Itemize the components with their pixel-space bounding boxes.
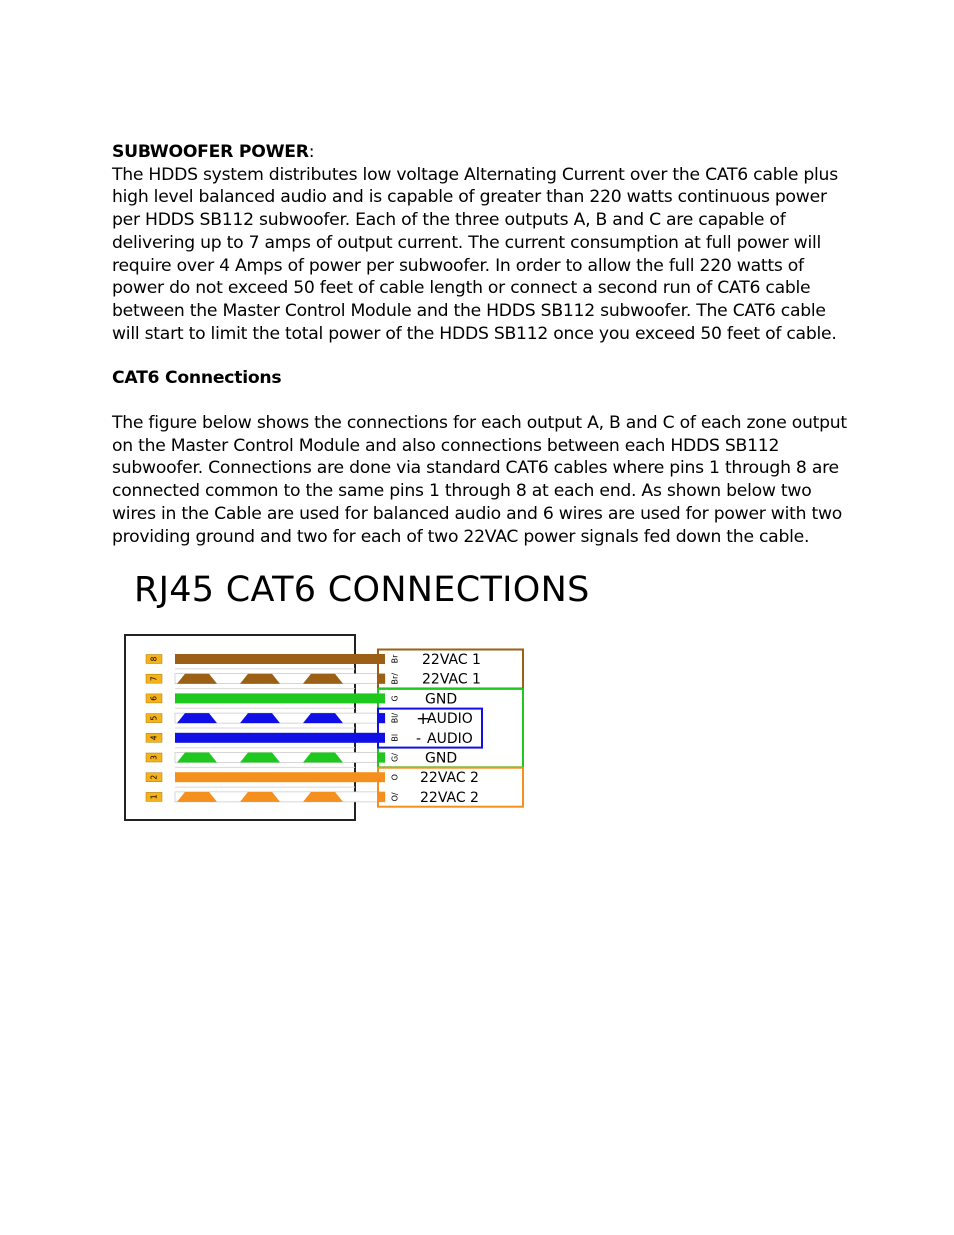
body-line: wires in the Cable are used for balanced audio and 6 wires are used for power with two [112, 503, 843, 524]
wire-signal-label: 22VAC 2 [420, 770, 479, 787]
body-line: high level balanced audio and is capable of greater than 220 watts continuous power [112, 187, 827, 208]
wire-solid [175, 693, 385, 703]
pin-number: 1 [149, 794, 159, 800]
wire-signal-label: 22VAC 1 [422, 652, 481, 668]
wire-signal-label: 22VAC 1 [422, 671, 481, 688]
body-line: will start to limit the total power of the HDDS SB112 once you exceed 50 feet of cable. [112, 323, 837, 344]
wire-solid [175, 772, 385, 782]
wire-color-code: Bl [390, 733, 400, 742]
cat6-connections-heading: CAT6 Connections [112, 368, 282, 388]
polarity-sign: - [416, 730, 422, 747]
pin-number: 4 [149, 735, 159, 741]
body-line: on the Master Control Module and also connections between each HDDS SB112 [112, 435, 780, 456]
figure-title: RJ45 CAT6 CONNECTIONS [134, 570, 590, 610]
body-line: connected common to the same pins 1 through 8 at each end. As shown below two [112, 481, 812, 502]
body-line: between the Master Control Module and the HDDS SB112 subwoofer. The CAT6 cable [112, 300, 826, 321]
body-line: delivering up to 7 amps of output current. The current consumption at full power will [112, 232, 822, 253]
wire-color-code: O [390, 774, 400, 781]
pin-number: 8 [149, 656, 159, 662]
heading-colon: : [308, 142, 315, 162]
wire-signal-label: GND [425, 750, 458, 767]
subwoofer-power-heading: SUBWOOFER POWER [112, 142, 309, 162]
body-line: The HDDS system distributes low voltage Alternating Current over the CAT6 cable plus [112, 164, 838, 185]
pin-number: 7 [149, 676, 159, 682]
wire-color-code: G/ [390, 753, 400, 762]
polarity-sign: + [416, 709, 431, 730]
subwoofer-power-section [112, 141, 852, 345]
cat6-connections-body [112, 412, 852, 548]
wire-solid [175, 733, 385, 743]
body-line: subwoofer. Connections are done via standard CAT6 cables where pins 1 through 8 are [112, 458, 839, 479]
rj45-wiring-diagram [115, 628, 535, 828]
wire-signal-label: GND [425, 691, 458, 708]
pin-number: 5 [149, 715, 159, 721]
wire-color-code: Bl/ [390, 712, 400, 724]
body-line: require over 4 Amps of power per subwoofer. In order to allow the full 220 watts of [112, 255, 804, 276]
subwoofer-power-heading-line [112, 141, 852, 164]
body-line: power do not exceed 50 feet of cable length or connect a second run of CAT6 cable [112, 278, 811, 299]
wire-color-code: G [390, 695, 400, 702]
cat6-connections-heading-block [112, 367, 852, 390]
pin-number: 2 [149, 774, 159, 780]
subwoofer-power-body [112, 164, 852, 346]
body-line: per HDDS SB112 subwoofer. Each of the three outputs A, B and C are capable of [112, 210, 786, 231]
wire-solid [175, 654, 385, 664]
wire-signal-label: AUDIO [427, 730, 473, 747]
pin-number: 6 [149, 696, 159, 701]
wire-color-code: Br [390, 654, 400, 664]
wire-color-code: O/ [390, 792, 400, 802]
wire-signal-label: 22VAC 2 [420, 789, 479, 806]
body-line: The figure below shows the connections for each output A, B and C of each zone output [112, 413, 847, 433]
wire-color-code: Br/ [390, 672, 400, 685]
body-line: providing ground and two for each of two 22VAC power signals fed down the cable. [112, 526, 810, 547]
pin-number: 3 [149, 755, 159, 760]
wire-signal-label: AUDIO [427, 711, 473, 728]
